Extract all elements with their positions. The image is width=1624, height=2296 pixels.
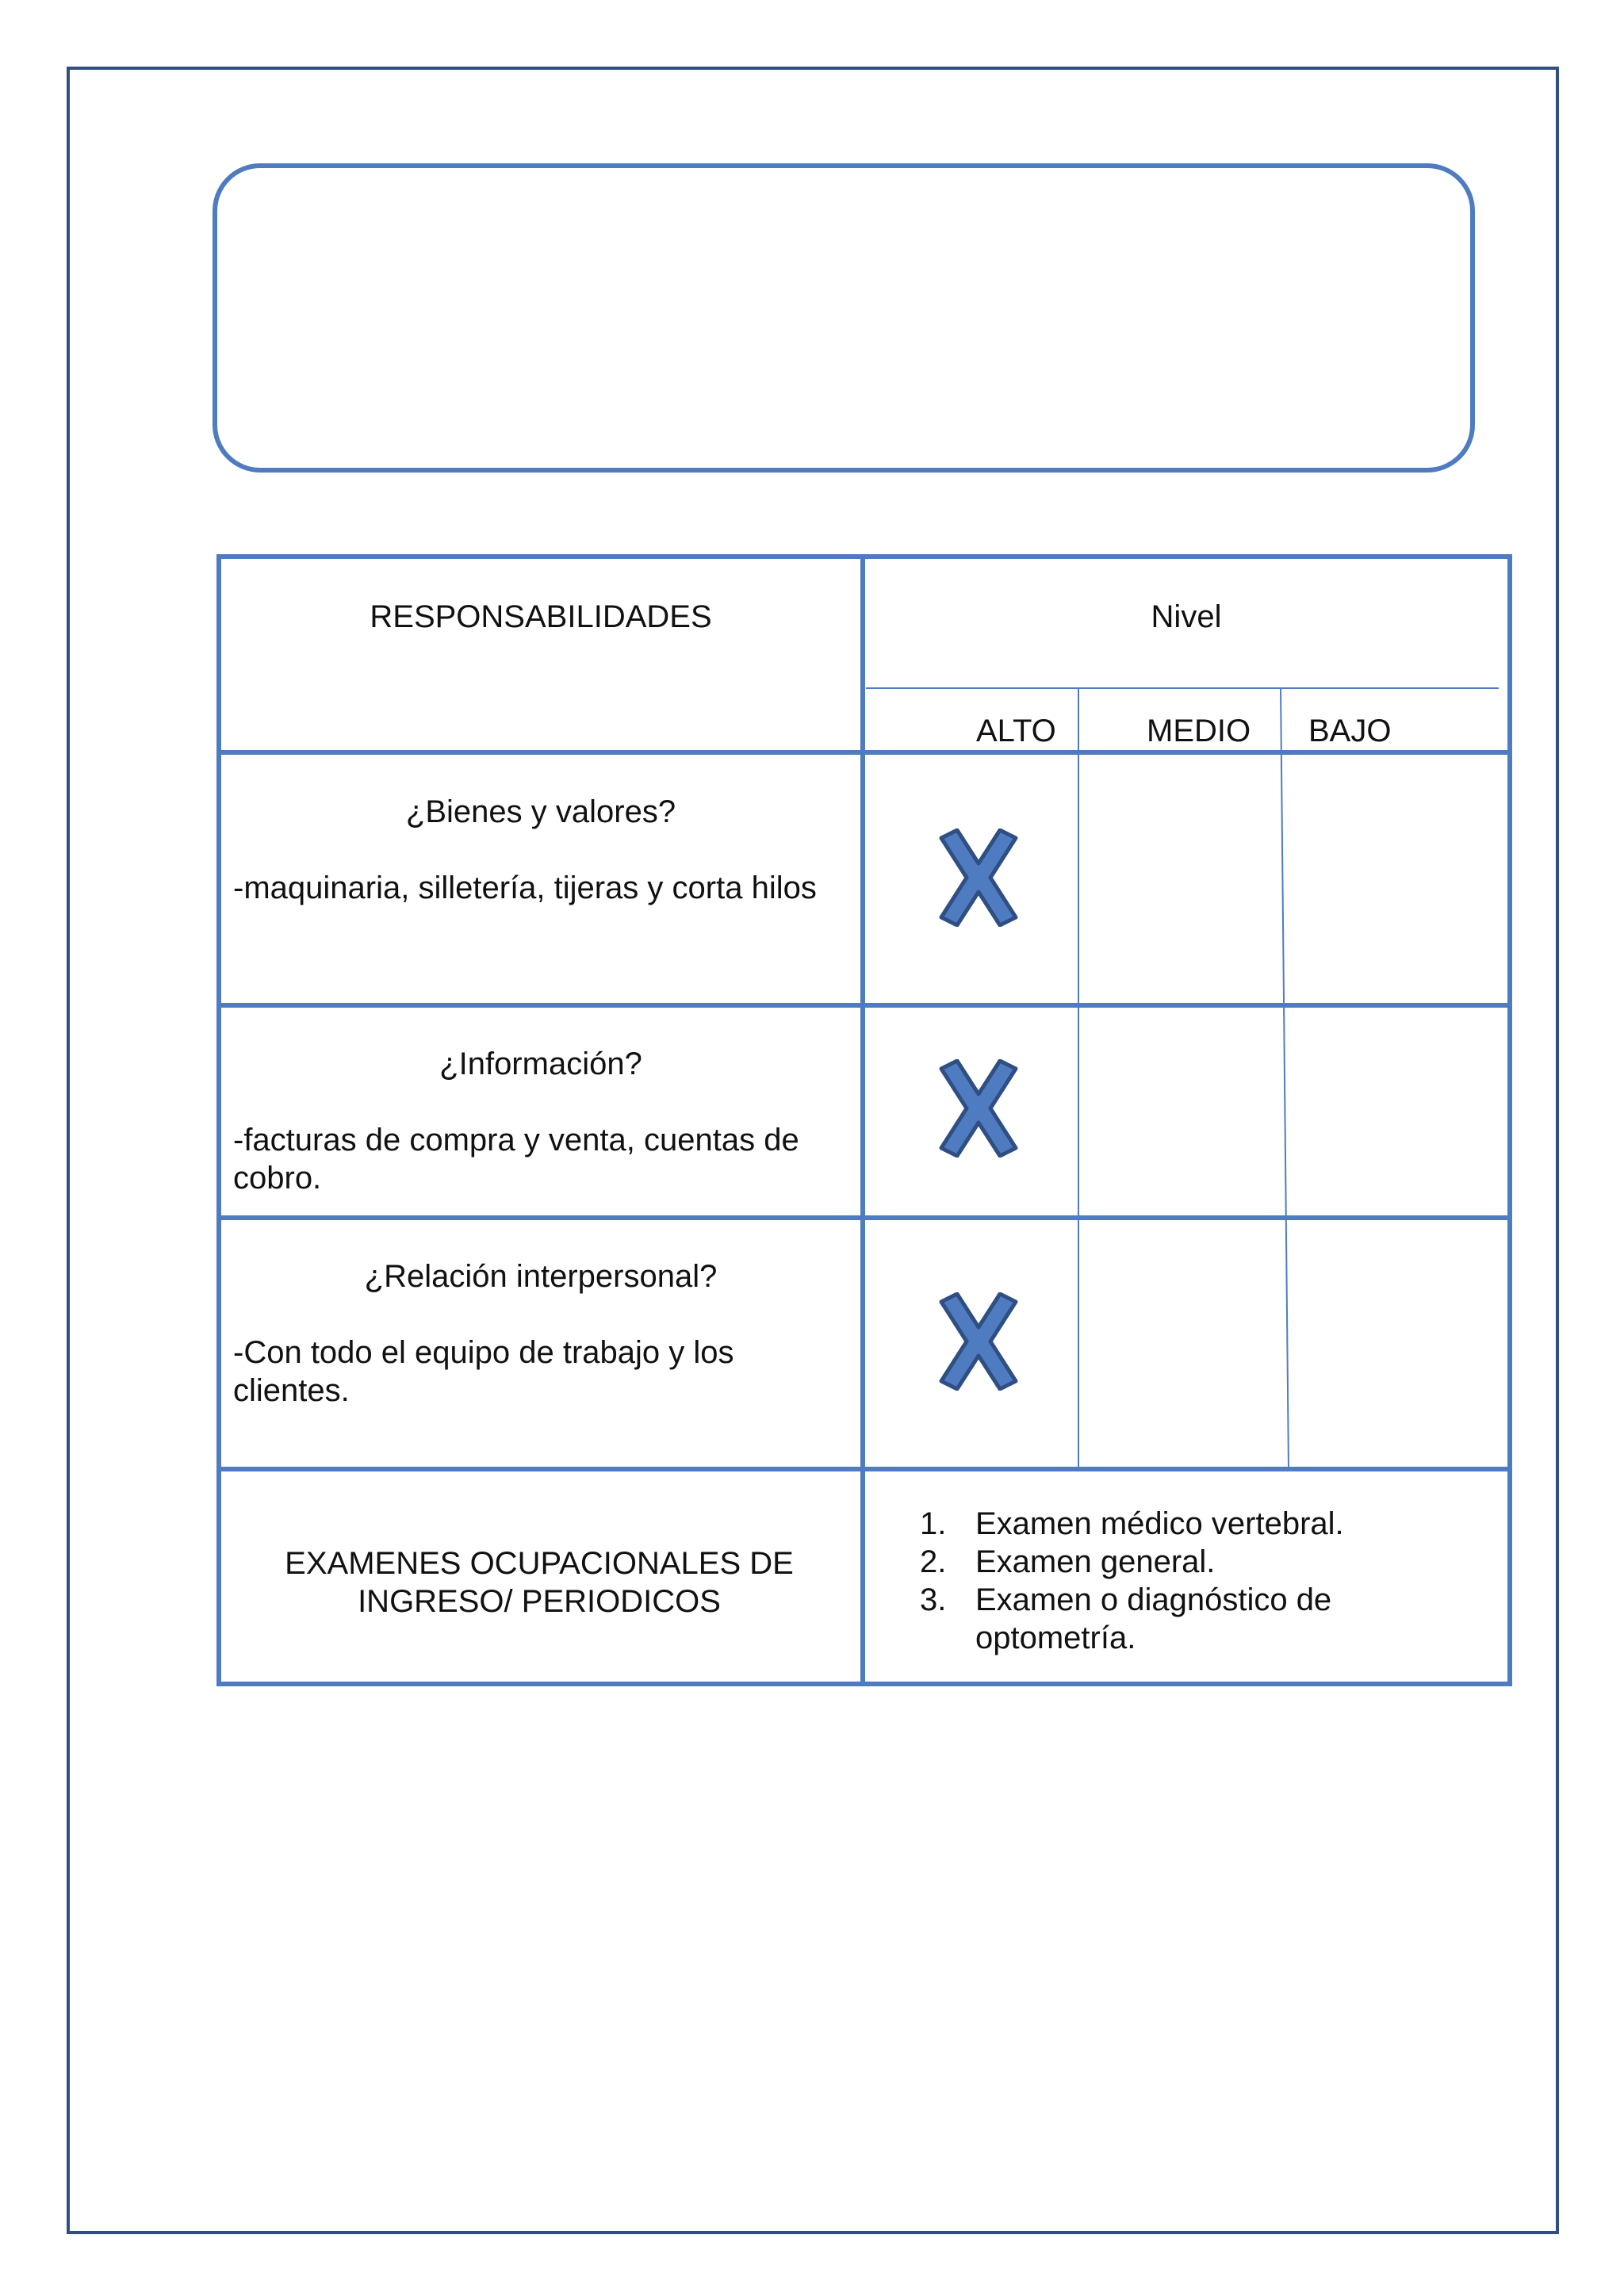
exam-item-text: Examen general. <box>975 1544 1216 1579</box>
level-alto-header: ALTO <box>976 714 1056 748</box>
responsibilities-header: RESPONSABILIDADES <box>370 599 712 634</box>
exam-item-text: Examen o diagnóstico de optometría. <box>975 1582 1332 1655</box>
x-mark-icon <box>935 1292 1022 1391</box>
exam-item <box>920 1581 1427 1657</box>
row-1-question: ¿Bienes y valores? <box>405 794 676 829</box>
x-mark-icon <box>935 1059 1022 1158</box>
level-bajo-header: BAJO <box>1308 714 1392 748</box>
row-1-detail: -maquinaria, silletería, tijeras y corta hilos <box>233 871 817 905</box>
exam-item <box>920 1543 1427 1581</box>
row-2-question: ¿Información? <box>439 1047 642 1081</box>
exams-label: EXAMENES OCUPACIONALES DE INGRESO/ PERIODICOS <box>285 1546 794 1619</box>
exam-item-number: 1. <box>920 1506 947 1541</box>
exam-item-number: 2. <box>920 1544 947 1579</box>
exam-item <box>920 1505 1427 1543</box>
x-mark-icon <box>935 828 1022 927</box>
row-3-detail: -Con todo el equipo de trabajo y los clientes. <box>233 1335 734 1408</box>
exam-item-number: 3. <box>920 1582 947 1617</box>
level-medio-header: MEDIO <box>1147 714 1251 748</box>
row-2-detail: -facturas de compra y venta, cuentas de cobro. <box>233 1123 799 1196</box>
level-header: Nivel <box>1151 599 1222 634</box>
exam-list <box>920 1505 1427 1657</box>
exam-item-text: Examen médico vertebral. <box>975 1506 1344 1541</box>
row-3-question: ¿Relación interpersonal? <box>364 1259 718 1294</box>
